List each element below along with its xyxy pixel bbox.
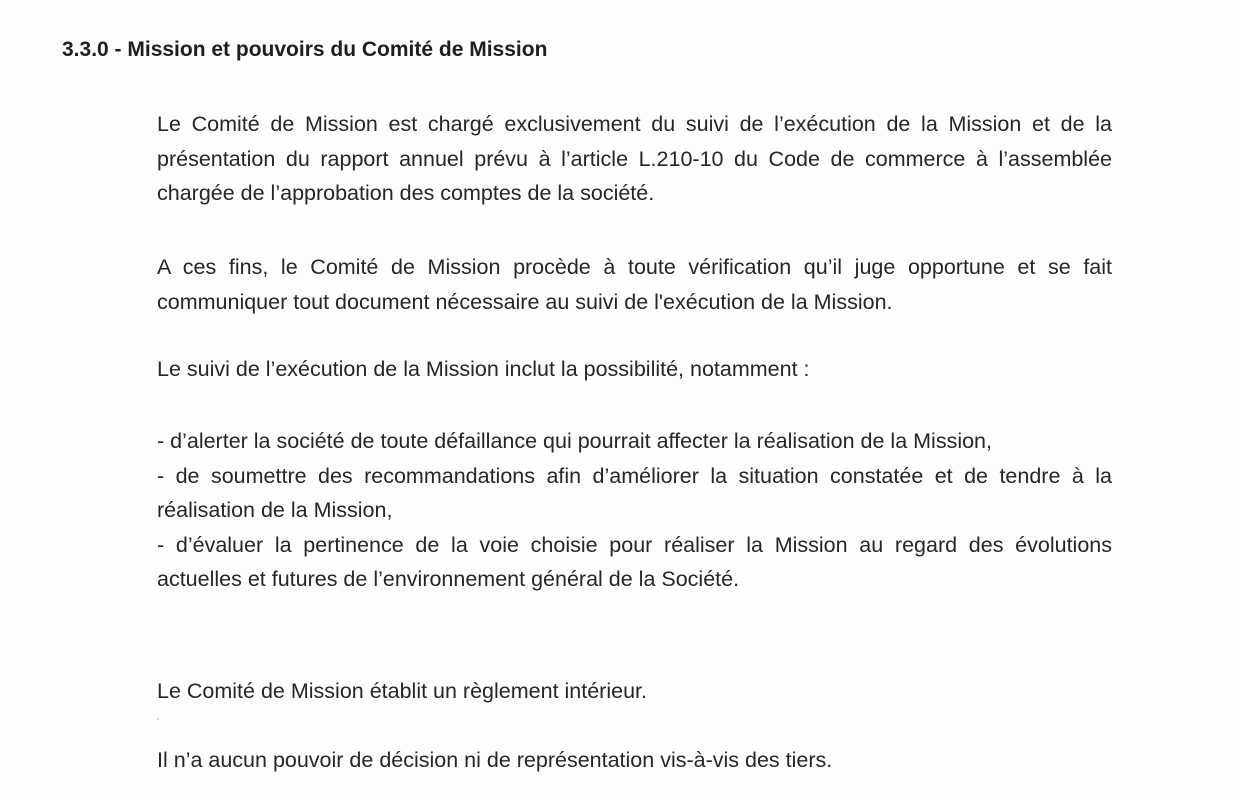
section-heading: 3.3.0 - Mission et pouvoirs du Comité de Mission [62, 38, 548, 61]
list-item-recommendations: - de soumettre des recommandations afin d’améliorer la situation constatée et de tendre à la réalisation de la Mission, [157, 463, 1112, 522]
scan-speck [157, 718, 159, 720]
paragraph-no-power: Il n’a aucun pouvoir de décision ni de représentation vis-à-vis des tiers. [157, 748, 833, 772]
possibilities-list [157, 424, 1112, 597]
paragraph-mission-duties: Le Comité de Mission est chargé exclusivement du suivi de l’exécution de la Mission et de la présentation du rapport annuel prévu à l’article L.210-10 du Code de commerce à l’assemblée chargée de l’approbation des comptes de la société. [157, 112, 1112, 205]
paragraph-verification: A ces fins, le Comité de Mission procède à toute vérification qu’il juge opportune et se fait communiquer tout document nécessaire au suivi de l'exécution de la Mission. [157, 255, 1112, 314]
paragraph-internal-rules: Le Comité de Mission établit un règlement intérieur. [157, 679, 647, 703]
paragraph-list-intro: Le suivi de l’exécution de la Mission inclut la possibilité, notamment : [157, 357, 810, 381]
list-item-evaluate: - d’évaluer la pertinence de la voie choisie pour réaliser la Mission au regard des évolutions actuelles et futures de l’environnement général de la Société. [157, 532, 1112, 591]
list-item-alert: - d’alerter la société de toute défaillance qui pourrait affecter la réalisation de la Mission, [157, 429, 992, 453]
